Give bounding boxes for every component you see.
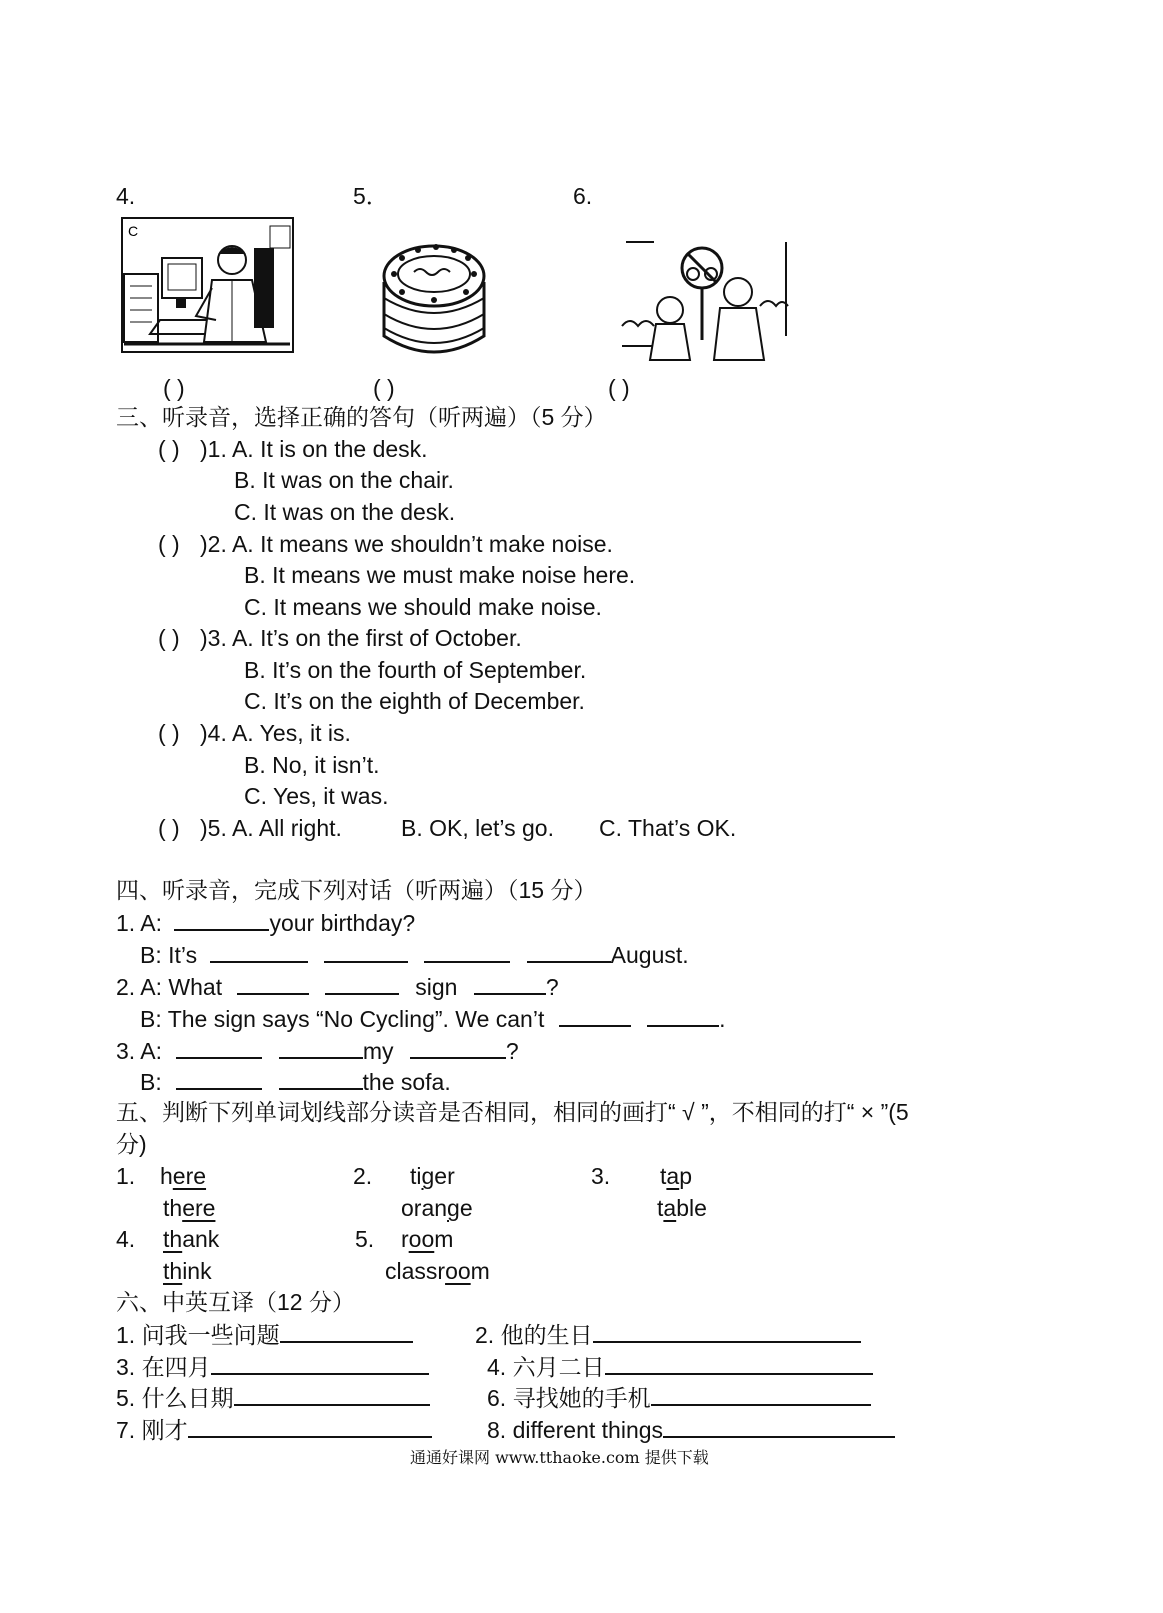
dialog-1-prefix: 1. A:	[116, 910, 163, 936]
blank[interactable]	[211, 1355, 429, 1375]
translation-item-2: 2. 他的生日	[475, 1323, 861, 1347]
blank[interactable]	[605, 1355, 873, 1375]
blank[interactable]	[663, 1418, 895, 1438]
dialog-5-middle: my	[362, 1038, 394, 1064]
q2-paren[interactable]: ( )	[158, 531, 180, 557]
dialog-line-1	[116, 911, 415, 935]
blank[interactable]	[279, 1039, 363, 1059]
dialog-line-4	[140, 1007, 726, 1031]
dialog-5-suffix: ?	[505, 1038, 519, 1064]
blank[interactable]	[647, 1007, 719, 1027]
translation-item-5: 5. 什么日期	[116, 1386, 430, 1410]
word-orange: orange	[401, 1195, 473, 1221]
q4-paren[interactable]: ( )	[158, 720, 180, 746]
office-worker-icon	[120, 216, 296, 356]
blank[interactable]	[280, 1323, 413, 1343]
dialog-3-suffix: ?	[545, 974, 559, 1000]
picture-number-5: 5．	[353, 183, 389, 209]
word-classroom: classroom	[385, 1258, 490, 1284]
item-number-3: 3.	[591, 1163, 611, 1189]
blank[interactable]	[325, 975, 399, 995]
dialog-5-prefix: 3. A:	[116, 1038, 163, 1064]
dialog-6-prefix: B:	[140, 1069, 162, 1095]
q1-option-a: )1. A. It is on the desk.	[200, 436, 428, 462]
q2-option-c: C. It means we should make noise.	[244, 594, 602, 620]
footer-credit: 通通好课网 www.tthaoke.com 提供下载	[410, 1448, 709, 1467]
dialog-line-5	[116, 1039, 519, 1063]
q3-paren[interactable]: ( )	[158, 625, 180, 651]
section6-title: 六、中英互译（12 分）	[116, 1289, 355, 1315]
blank[interactable]	[324, 943, 408, 963]
dialog-6-suffix: the sofa.	[362, 1069, 451, 1095]
blank[interactable]	[234, 1386, 430, 1406]
q3-option-b: B. It’s on the fourth of September.	[244, 657, 587, 683]
no-cycling-sign-icon	[620, 236, 792, 364]
blank[interactable]	[279, 1070, 363, 1090]
picture-answer-5[interactable]: ( )	[373, 375, 395, 401]
blank[interactable]	[593, 1323, 861, 1343]
q3-option-c: C. It’s on the eighth of December.	[244, 688, 585, 714]
word-thank: thank	[163, 1226, 220, 1252]
word-table: table	[657, 1195, 707, 1221]
dialog-line-2	[140, 943, 689, 967]
translation-item-1: 1. 问我一些问题	[116, 1323, 413, 1347]
q2-option-a: )2. A. It means we shouldn’t make noise.	[200, 531, 613, 557]
translation-item-7: 7. 刚才	[116, 1418, 432, 1442]
word-room: room	[401, 1226, 454, 1252]
dialog-1-suffix: your birthday?	[269, 910, 416, 936]
q5-paren[interactable]: ( )	[158, 815, 180, 841]
blank[interactable]	[527, 943, 611, 963]
q4-option-c: C. Yes, it was.	[244, 783, 389, 809]
item-number-5: 5.	[355, 1226, 375, 1252]
word-tap: tap	[660, 1163, 692, 1189]
q2-option-b: B. It means we must make noise here.	[244, 562, 636, 588]
item-number-1: 1.	[116, 1163, 136, 1189]
q1-paren[interactable]: ( )	[158, 436, 180, 462]
q4-option-a: )4. A. Yes, it is.	[200, 720, 351, 746]
dialog-3-prefix: 2. A: What	[116, 974, 223, 1000]
translation-item-6: 6. 寻找她的手机	[487, 1386, 871, 1410]
dialog-4-suffix: .	[719, 1006, 726, 1032]
q5-option-b: B. OK, let’s go.	[401, 815, 554, 841]
q3-option-a: )3. A. It’s on the first of October.	[200, 625, 522, 651]
word-think: think	[163, 1258, 212, 1284]
dialog-3-middle: sign	[415, 974, 458, 1000]
blank[interactable]	[188, 1418, 432, 1438]
picture-number-6: 6.	[573, 183, 593, 209]
section4-title: 四、听录音，完成下列对话（听两遍）（15 分）	[116, 877, 597, 903]
word-there: there	[163, 1195, 216, 1221]
item-number-2: 2.	[353, 1163, 373, 1189]
birthday-cake-icon	[380, 236, 488, 362]
word-tiger: tiger	[410, 1163, 455, 1189]
blank[interactable]	[651, 1386, 871, 1406]
dialog-2-suffix: August.	[610, 942, 689, 968]
item-number-4: 4.	[116, 1226, 136, 1252]
blank[interactable]	[559, 1007, 631, 1027]
blank[interactable]	[176, 1039, 262, 1059]
blank[interactable]	[176, 1070, 262, 1090]
blank[interactable]	[474, 975, 546, 995]
q1-option-b: B. It was on the chair.	[234, 467, 454, 493]
q5-option-c: C. That’s OK.	[599, 815, 737, 841]
blank[interactable]	[410, 1039, 506, 1059]
dialog-4-prefix: B: The sign says “No Cycling”. We can’t	[140, 1006, 545, 1032]
blank[interactable]	[424, 943, 510, 963]
dialog-line-6	[140, 1070, 451, 1094]
picture-answer-4[interactable]: ( )	[163, 375, 185, 401]
blank[interactable]	[237, 975, 309, 995]
q4-option-b: B. No, it isn’t.	[244, 752, 380, 778]
dialog-line-3	[116, 975, 559, 999]
blank[interactable]	[174, 911, 269, 931]
q5-option-a: )5. A. All right.	[200, 815, 342, 841]
q1-option-c: C. It was on the desk.	[234, 499, 456, 525]
word-here: here	[160, 1163, 207, 1189]
picture-answer-6[interactable]: ( )	[608, 375, 630, 401]
translation-item-3: 3. 在四月	[116, 1355, 429, 1379]
blank[interactable]	[210, 943, 308, 963]
section5-title: 五、判断下列单词划线部分读音是否相同，相同的画打“ √ ”，不相同的打“ × ”(5	[116, 1099, 909, 1125]
picture4-letter: C	[128, 223, 139, 239]
translation-item-4: 4. 六月二日	[487, 1355, 873, 1379]
translation-item-8: 8. different things	[487, 1418, 895, 1442]
dialog-2-prefix: B: It’s	[140, 942, 198, 968]
section5-title-continued: 分)	[116, 1131, 147, 1157]
section3-title: 三、听录音，选择正确的答句（听两遍）（5 分）	[116, 404, 607, 430]
picture-number-4: 4.	[116, 183, 136, 209]
